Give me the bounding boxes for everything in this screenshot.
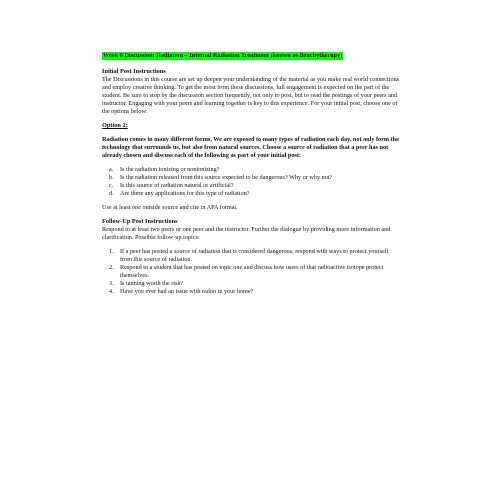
list-item (102, 288, 402, 296)
list-marker: 4. (109, 288, 114, 296)
option-text: Radiation comes in many different forms. We are exposed to many types of radiation each day, not only form the technology that surrounds us, but also from natural sources. Choose a source of radiation that a peer has not already chosen and discuss each of the following as part of your initial post: (102, 136, 399, 159)
list-item (102, 166, 402, 174)
list-marker: 3. (109, 280, 114, 288)
document-title: Week 6 Discussion: Radiation – Internal Radiation Treatment (known as Brachytherapy) (103, 52, 343, 59)
list-item (102, 264, 402, 280)
list-marker: c. (109, 182, 114, 190)
list-item (102, 190, 402, 198)
list-marker: 1. (109, 248, 114, 256)
list-item-text: Is this source of radiation natural or artificial? (120, 182, 234, 190)
followup-text: Respond to at least two peers or one peer and the instructor. Further the dialogue by providing more information and clarification. Possible follow-up topics: (102, 226, 391, 242)
list-marker: a. (109, 166, 114, 174)
list-marker: b. (109, 174, 114, 182)
followup-list (102, 248, 402, 296)
followup-heading: Follow-Up Post Instructions (102, 218, 178, 226)
source-note: Use at least one outside source and cite in APA format. (102, 204, 238, 212)
list-item (102, 182, 402, 190)
list-item-text: Is tanning worth the risk? (120, 280, 184, 288)
list-item-text: Are there any applications for this type of radiation? (120, 190, 250, 198)
document-page (102, 44, 402, 296)
option-label: Option 2: (102, 122, 128, 129)
list-marker: 2. (109, 264, 114, 272)
list-item (102, 248, 402, 264)
list-item (102, 280, 402, 288)
list-item-text: If a peer has posted a source of radiation that is considered dangerous, respond with ways to protect yourself from this source of radiation. (120, 248, 389, 264)
list-item-text: Is the radiation released from this source expected to be dangerous? Why or why not? (120, 174, 333, 182)
option-list (102, 166, 402, 198)
initial-post-heading: Initial Post Instructions (102, 68, 166, 75)
list-marker: d. (109, 190, 114, 198)
list-item-text: Have you ever had an issue with radon in your home? (120, 288, 254, 296)
initial-post-text: The Discussions in this course are set up deepen your understanding of the material as you make real world connections and employ creative thinking. To get the most from these discussions, full engagement is expected on the part of the student. Be sure to stop by the discussion section frequently, not only to post, but to read the postings of your peers and instructor. Engaging with your peers and learning together is key to this experience. For your initial post, choose one of the options below: (102, 76, 400, 115)
list-item-text: Respond to a student that has posted on topic one and discuss how users of that radioactive isotope protect themselves. (120, 264, 384, 280)
list-item (102, 174, 402, 182)
list-item-text: Is the radiation ionizing or nonionizing? (120, 166, 220, 174)
